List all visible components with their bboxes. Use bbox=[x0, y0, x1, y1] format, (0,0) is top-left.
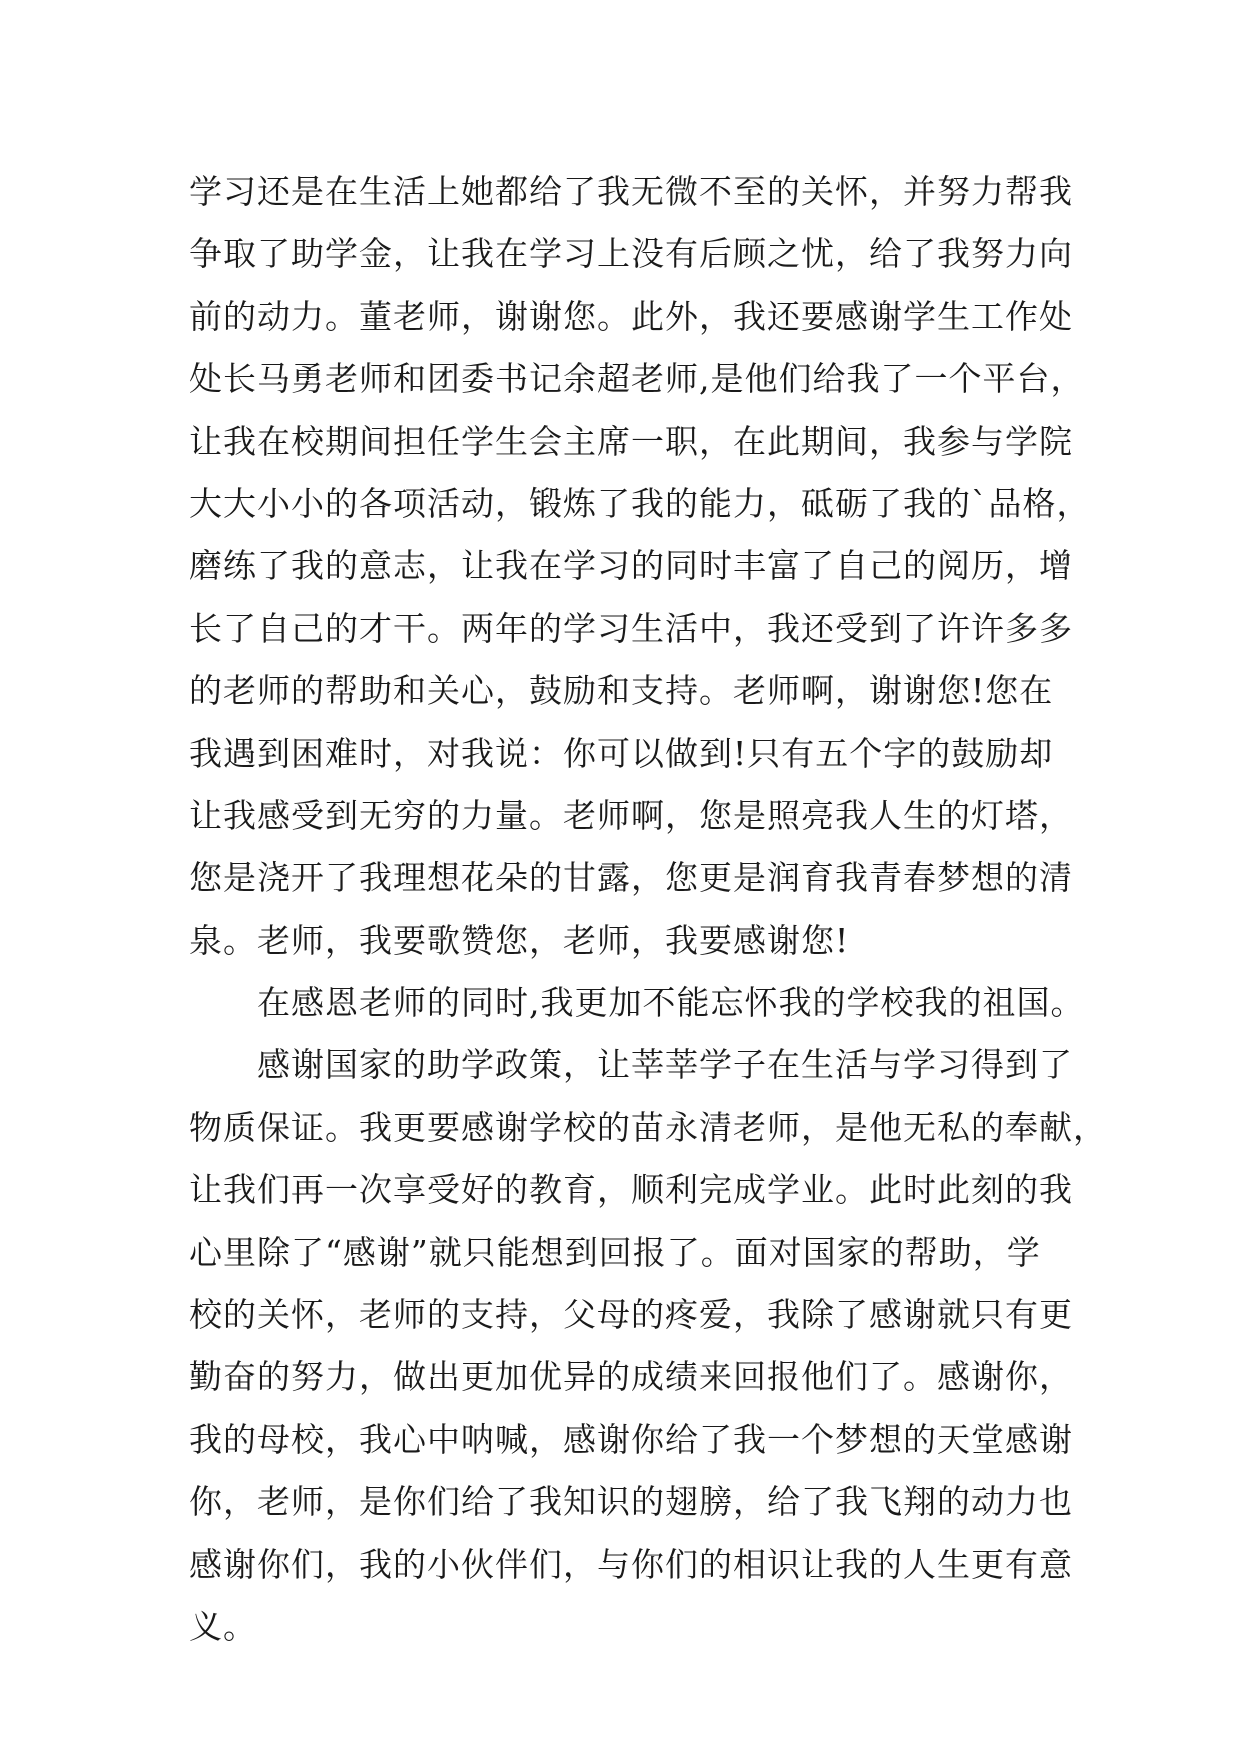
text-line: 学习还是在生活上她都给了我无微不至的关怀，并努力帮我 bbox=[189, 172, 1073, 211]
text-line: 让我在校期间担任学生会主席一职，在此期间，我参与学院 bbox=[189, 421, 1073, 461]
text-line: 校的关怀，老师的支持，父母的疼爱，我除了感谢就只有更 bbox=[189, 1295, 1073, 1335]
text-line: 大大小小的各项活动，锻炼了我的能力，砥砺了我的`品格， bbox=[189, 483, 1091, 523]
text-line: 您是浇开了我理想花朵的甘露，您更是润育我青春梦想的清 bbox=[189, 858, 1073, 898]
text-line: 长了自己的才干。两年的学习生活中，我还受到了许许多多 bbox=[189, 608, 1073, 648]
text-line: 感谢你们，我的小伙伴们，与你们的相识让我的人生更有意 bbox=[189, 1544, 1073, 1584]
text-line: 泉。老师，我要歌赞您，老师，我要感谢您! bbox=[189, 920, 850, 960]
text-line: 磨练了我的意志，让我在学习的同时丰富了自己的阅历，增 bbox=[189, 546, 1073, 586]
text-line: 物质保证。我更要感谢学校的苗永清老师，是他无私的奉献， bbox=[189, 1107, 1107, 1147]
text-line: 心里除了“感谢”就只能想到回报了。面对国家的帮助，学 bbox=[189, 1232, 1041, 1272]
text-line: 你，老师，是你们给了我知识的翅膀，给了我飞翔的动力也 bbox=[189, 1482, 1073, 1522]
text-line: 勤奋的努力，做出更加优异的成绩来回报他们了。感谢你， bbox=[189, 1357, 1073, 1397]
text-line: 让我感受到无穷的力量。老师啊，您是照亮我人生的灯塔， bbox=[189, 795, 1073, 835]
body-text bbox=[189, 161, 1107, 1658]
text-line: 让我们再一次享受好的教育，顺利完成学业。此时此刻的我 bbox=[189, 1170, 1073, 1210]
text-line: 的老师的帮助和关心，鼓励和支持。老师啊，谢谢您!您在 bbox=[189, 671, 1054, 711]
paragraph-start-line: 在感恩老师的同时,我更加不能忘怀我的学校我的祖国。 bbox=[257, 983, 1085, 1023]
text-line: 处长马勇老师和团委书记余超老师,是他们给我了一个平台， bbox=[189, 359, 1085, 399]
paragraph-start-line: 感谢国家的助学政策，让莘莘学子在生活与学习得到了 bbox=[257, 1045, 1073, 1085]
text-line: 我遇到困难时，对我说：你可以做到!只有五个字的鼓励却 bbox=[189, 733, 1054, 773]
text-line: 我的母校，我心中呐喊，感谢你给了我一个梦想的天堂感谢 bbox=[189, 1419, 1073, 1459]
text-line: 前的动力。董老师，谢谢您。此外，我还要感谢学生工作处 bbox=[189, 296, 1073, 336]
text-line: 义。 bbox=[189, 1606, 257, 1646]
text-line: 争取了助学金，让我在学习上没有后顾之忧，给了我努力向 bbox=[189, 234, 1073, 274]
